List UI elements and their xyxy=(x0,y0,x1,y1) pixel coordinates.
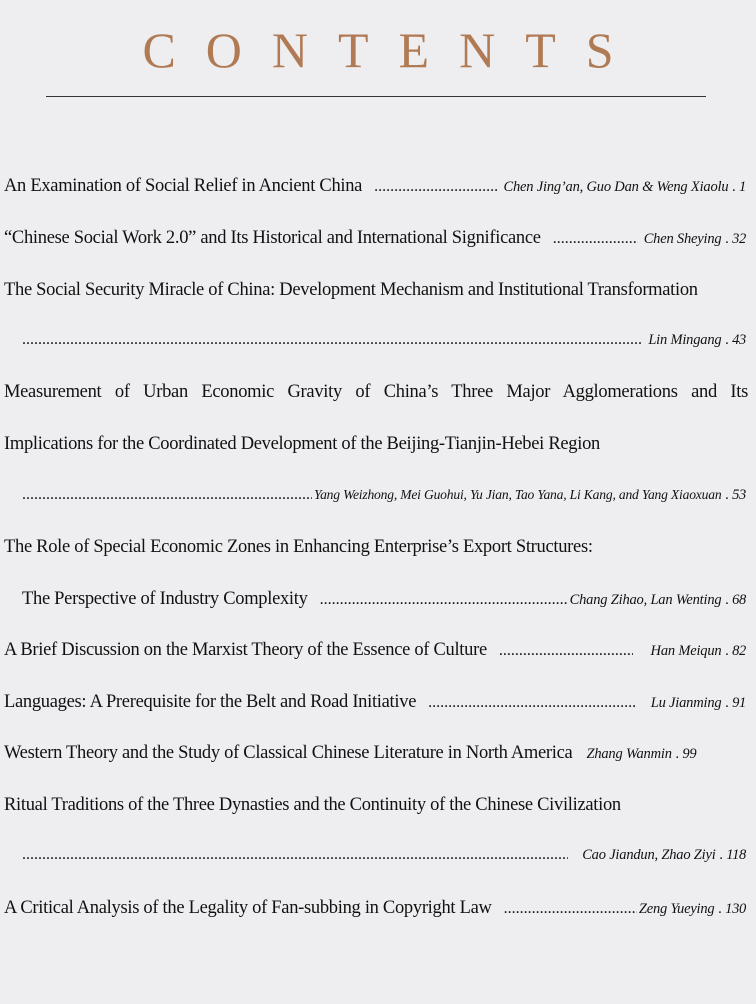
entry-title: Measurement of Urban Economic Gravity of China’s Three Major Agglomerations and Its xyxy=(4,382,748,402)
entry-title: The Role of Special Economic Zones in Enhancing Enterprise’s Export Structures: xyxy=(4,537,593,557)
entry-authors: Han Meiqun xyxy=(650,643,722,659)
toc-entry[interactable] xyxy=(22,846,746,876)
entry-authors: Yang Weizhong, Mei Guohui, Yu Jian, Tao Yana, Li Kang, and Yang Xiaoxuan xyxy=(313,487,722,502)
entry-authors: Zeng Yueying xyxy=(638,901,715,917)
entry-page: . 99 xyxy=(676,746,697,763)
toc-entry-title-line[interactable] xyxy=(4,795,746,825)
toc-entry[interactable] xyxy=(4,743,746,773)
entry-page: . 43 xyxy=(725,332,746,349)
dot-leader xyxy=(374,178,497,196)
dot-leader xyxy=(553,230,638,248)
toc-entry-title-line[interactable] xyxy=(4,537,746,567)
entry-title: The Social Security Miracle of China: Development Mechanism and Institutional Transformation xyxy=(4,280,698,300)
toc-entry-title-line[interactable] xyxy=(4,280,746,310)
entry-authors: Lin Mingang xyxy=(648,332,722,348)
dot-leader xyxy=(22,486,312,504)
toc-entry[interactable] xyxy=(4,692,746,722)
dot-leader xyxy=(499,642,633,660)
entry-page: . 53 xyxy=(725,487,746,504)
toc-entry[interactable] xyxy=(4,228,746,258)
entry-page: . 1 xyxy=(732,179,746,196)
page-title: CONTENTS xyxy=(142,22,644,78)
entry-title: “Chinese Social Work 2.0” and Its Historical and International Significance xyxy=(4,228,541,248)
entry-title: Implications for the Coordinated Development of the Beijing-Tianjin-Hebei Region xyxy=(4,434,600,454)
entry-title: Languages: A Prerequisite for the Belt and Road Initiative xyxy=(4,692,417,712)
entry-authors: Cao Jiandun, Zhao Ziyi xyxy=(582,847,716,863)
dot-leader xyxy=(22,331,642,349)
entry-authors: Lu Jianming xyxy=(650,695,722,711)
entry-page: . 91 xyxy=(725,695,746,712)
dot-leader xyxy=(428,694,637,712)
dot-leader xyxy=(504,900,637,918)
entry-page: . 82 xyxy=(725,643,746,660)
toc-entry[interactable] xyxy=(4,898,746,928)
entry-title: A Brief Discussion on the Marxist Theory of the Essence of Culture xyxy=(4,640,487,660)
entry-page: . 118 xyxy=(720,847,746,864)
entry-title: The Perspective of Industry Complexity xyxy=(22,589,308,609)
toc-entry[interactable] xyxy=(4,640,746,670)
entry-authors: Chen Sheying xyxy=(643,231,722,247)
entry-authors: Zhang Wanmin xyxy=(586,746,672,762)
dot-leader xyxy=(22,846,568,864)
entry-title: Ritual Traditions of the Three Dynasties and the Continuity of the Chinese Civilization xyxy=(4,795,621,815)
toc-entry[interactable] xyxy=(22,589,746,619)
title-divider xyxy=(46,96,706,97)
toc-entry-title-line[interactable] xyxy=(4,382,748,412)
entry-title: An Examination of Social Relief in Ancient China xyxy=(4,176,363,196)
toc-entry-title-line[interactable] xyxy=(4,434,746,464)
dot-leader xyxy=(320,591,568,609)
entry-authors: Chen Jing’an, Guo Dan & Weng Xiaolu xyxy=(503,179,729,195)
entry-page: . 68 xyxy=(725,592,746,609)
toc-entry[interactable] xyxy=(22,486,746,516)
entry-title: Western Theory and the Study of Classical Chinese Literature in North America xyxy=(4,743,573,763)
entry-authors: Chang Zihao, Lan Wenting xyxy=(569,592,722,608)
entry-title: A Critical Analysis of the Legality of Fan-subbing in Copyright Law xyxy=(4,898,492,918)
toc-entry[interactable] xyxy=(22,331,746,361)
entry-page: . 130 xyxy=(718,901,746,918)
toc-entry[interactable] xyxy=(4,176,746,206)
entry-page: . 32 xyxy=(725,231,746,248)
